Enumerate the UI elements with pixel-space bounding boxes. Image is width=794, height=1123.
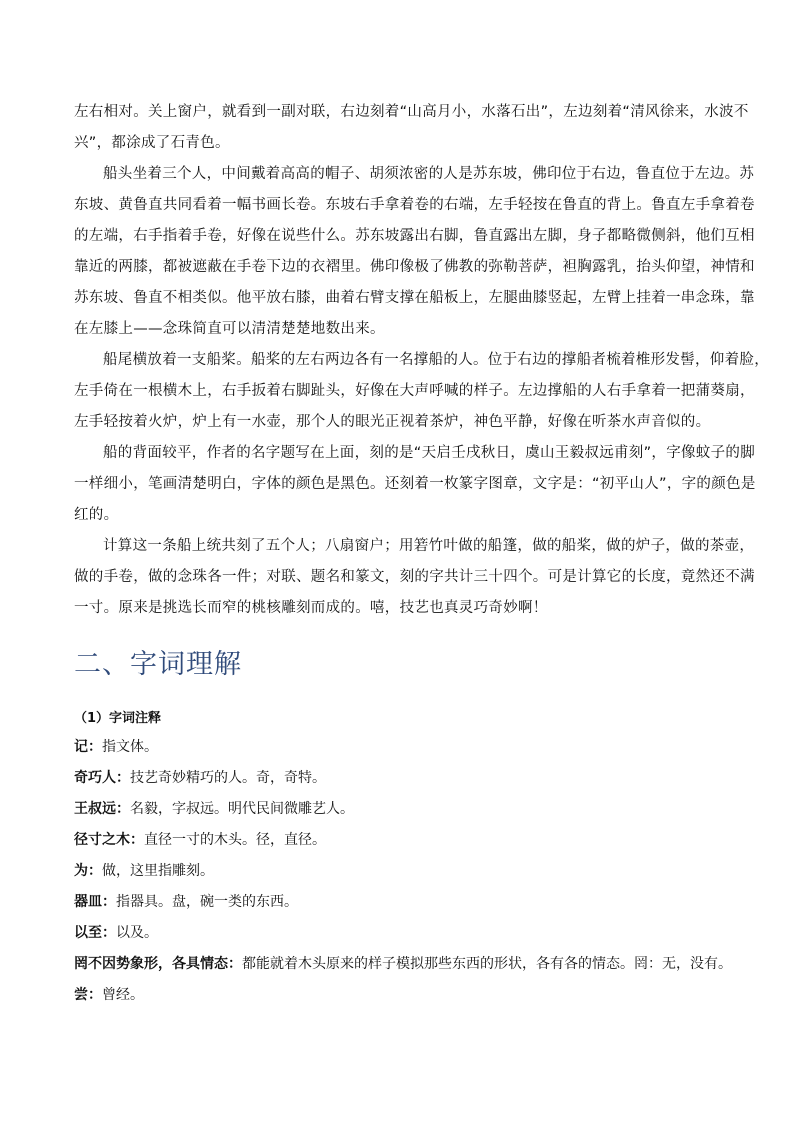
glossary-definition: 技艺奇妙精巧的人。奇，奇特。 xyxy=(130,770,326,786)
glossary-definition: 直径一寸的木头。径，直径。 xyxy=(144,832,326,848)
glossary-item xyxy=(74,949,754,980)
glossary-definition: 做，这里指雕刻。 xyxy=(102,863,214,879)
glossary-item xyxy=(74,980,754,1011)
glossary-item xyxy=(74,887,754,918)
body-line: 做的手卷，做的念珠各一件；对联、题名和篆文，刻的字共计三十四个。可是计算它的长度，竟然还不满 xyxy=(74,569,755,585)
glossary-term: 径寸之木： xyxy=(74,832,144,848)
glossary-definition: 都能就着木头原来的样子模拟那些东西的形状，各有各的情态。罔：无，没有。 xyxy=(242,956,732,972)
glossary-subheading: （1）字词注释 xyxy=(74,711,162,726)
body-line: 苏东坡、鲁直不相类似。他平放右膝，曲着右臂支撑在船板上，左腿曲膝竖起，左臂上挂着一串念珠，靠 xyxy=(74,290,755,306)
glossary-item xyxy=(74,856,754,887)
body-line: 左右相对。关上窗户，就看到一副对联，右边刻着“山高月小，水落石出”，左边刻着“清风徐来，水波不 xyxy=(74,104,749,120)
body-line: 一样细小，笔画清楚明白，字体的颜色是黑色。还刻着一枚篆字图章，文字是：“初平山人”，字的颜色是 xyxy=(74,476,756,492)
body-line: 一寸。原来是挑选长而窄的桃核雕刻而成的。嘻，技艺也真灵巧奇妙啊！ xyxy=(74,600,548,616)
body-line: 左手倚在一根横木上，右手扳着右脚趾头，好像在大声呼喊的样子。左边撑船的人右手拿着一把蒲葵扇， xyxy=(74,383,755,399)
glossary-term: 以至： xyxy=(74,925,116,941)
glossary-term: 王叔远： xyxy=(74,801,130,817)
glossary-term: 器皿： xyxy=(74,894,116,910)
glossary-definition: 以及。 xyxy=(116,925,158,941)
glossary-item xyxy=(74,732,754,763)
glossary-term: 尝： xyxy=(74,987,102,1003)
body-text xyxy=(74,97,769,624)
body-line: 兴”，都涂成了石青色。 xyxy=(74,135,230,151)
body-line: 计算这一条船上统共刻了五个人；八扇窗户；用箬竹叶做的船篷，做的船桨，做的炉子，做的茶壶， xyxy=(103,538,755,554)
glossary-item xyxy=(74,918,754,949)
glossary-term: 奇巧人： xyxy=(74,770,130,786)
body-line: 船尾横放着一支船桨。船桨的左右两边各有一名撑船的人。位于右边的撑船者梳着椎形发髻，仰着脸， xyxy=(103,352,769,368)
body-line: 东坡、黄鲁直共同看着一幅书画长卷。东坡右手拿着卷的右端，左手轻按在鲁直的背上。鲁直左手拿着卷 xyxy=(74,197,755,213)
body-line: 左手轻按着火炉，炉上有一水壶，那个人的眼光正视着茶炉，神色平静，好像在听茶水声音似的。 xyxy=(74,414,711,430)
glossary-term: 为： xyxy=(74,863,102,879)
body-line: 靠近的两膝，都被遮蔽在手卷下边的衣褶里。佛印像极了佛教的弥勒菩萨，袒胸露乳，抬头仰望，神情和 xyxy=(74,259,755,275)
glossary-item xyxy=(74,825,754,856)
glossary-definition: 曾经。 xyxy=(102,987,144,1003)
body-line: 船的背面较平，作者的名字题写在上面，刻的是“天启壬戌秋日，虞山王毅叔远甫刻”，字像蚊子的脚 xyxy=(103,445,756,461)
body-line: 红的。 xyxy=(74,507,119,523)
glossary-definition: 名毅，字叔远。明代民间微雕艺人。 xyxy=(130,801,354,817)
body-line: 船头坐着三个人，中间戴着高高的帽子、胡须浓密的人是苏东坡，佛印位于右边，鲁直位于左边。苏 xyxy=(103,166,755,182)
glossary-term: 记： xyxy=(74,739,102,755)
glossary-item xyxy=(74,763,754,794)
section-heading: 二、字词理解 xyxy=(74,649,242,680)
glossary-list xyxy=(74,732,754,1011)
glossary-term: 罔不因势象形，各具情态： xyxy=(74,956,242,972)
glossary-definition: 指文体。 xyxy=(102,739,158,755)
glossary-definition: 指器具。盘，碗一类的东西。 xyxy=(116,894,298,910)
body-line: 在左膝上——念珠简直可以清清楚楚地数出来。 xyxy=(74,321,385,337)
glossary-item xyxy=(74,794,754,825)
body-line: 的左端，右手指着手卷，好像在说些什么。苏东坡露出右脚，鲁直露出左脚，身子都略微侧斜，他们互相 xyxy=(74,228,755,244)
